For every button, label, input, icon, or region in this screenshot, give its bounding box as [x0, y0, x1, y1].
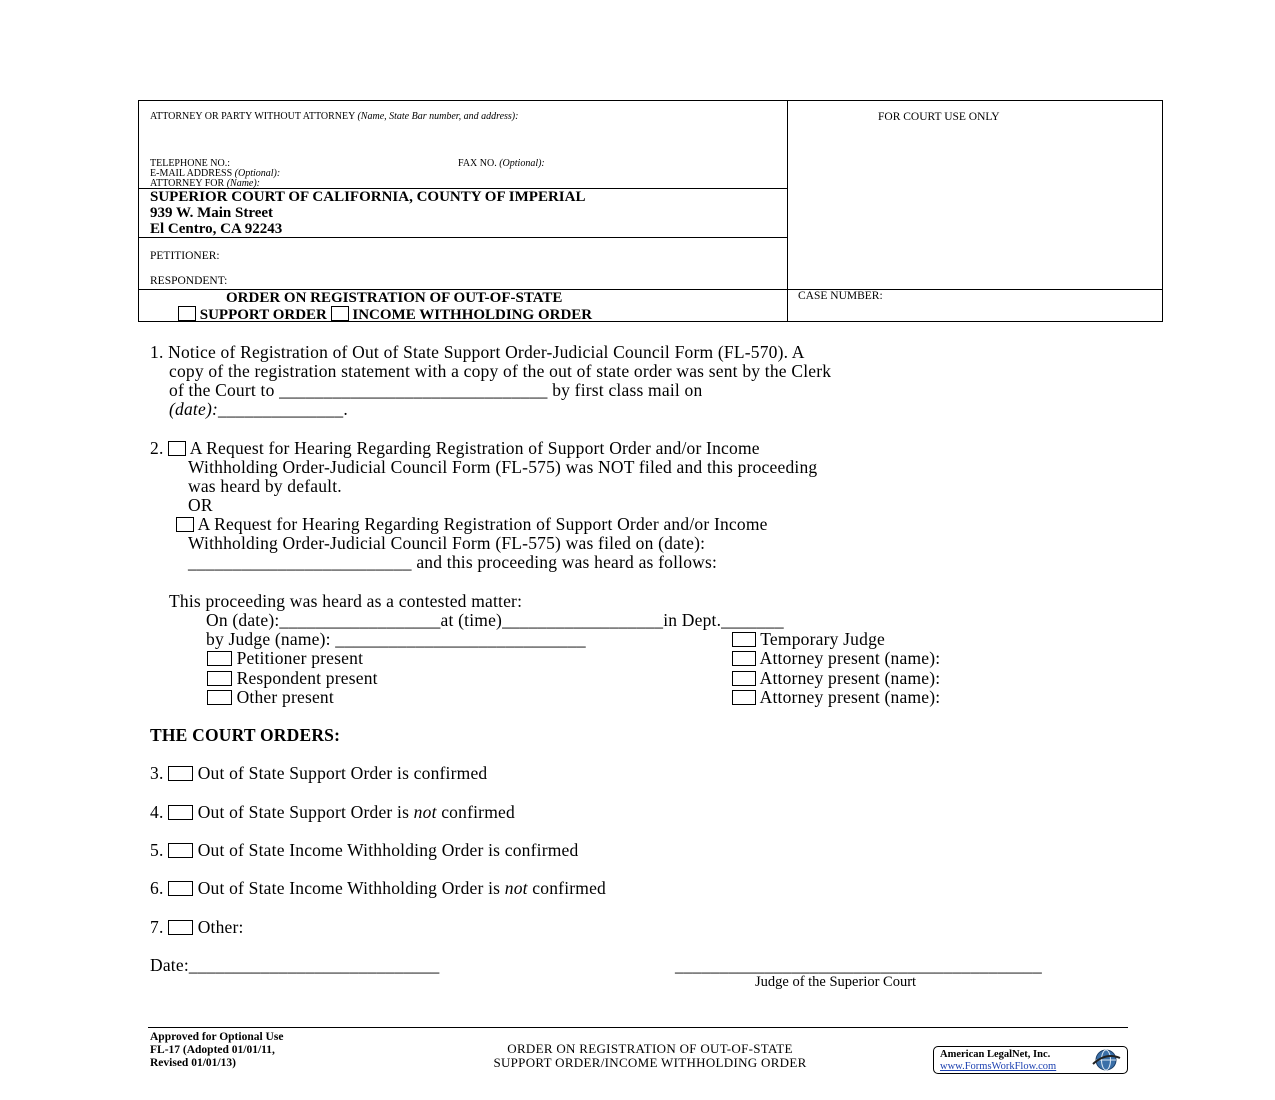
court-street: 939 W. Main Street [150, 205, 274, 221]
item2-a-line2: Withholding Order-Judicial Council Form (FL-575) was NOT filed and this proceeding [188, 457, 818, 477]
attorney-present-option-3: Attorney present (name): [732, 687, 940, 708]
court-city: El Centro, CA 92243 [150, 221, 283, 237]
court-orders-heading: THE COURT ORDERS: [150, 725, 341, 745]
attorney-for-label: ATTORNEY FOR (Name): [150, 178, 261, 189]
signature-date: Date:____________________________ [150, 955, 440, 975]
item1-date: (date):______________. [169, 399, 348, 419]
order-item-4: 4. Out of State Support Order is not confirmed [150, 802, 515, 822]
footer-rule [148, 1027, 1128, 1028]
item2-b-line3: _________________________ and this proceeding was heard as follows: [188, 552, 718, 572]
income-withholding-checkbox[interactable] [331, 306, 349, 321]
publisher-name: American LegalNet, Inc. [940, 1049, 1051, 1060]
judge-signature-line: _________________________________________ [675, 955, 1042, 975]
support-order-checkbox[interactable] [178, 306, 196, 321]
judge-name: by Judge (name): ____________________________ [206, 629, 586, 649]
hearing-request-filed-checkbox[interactable] [176, 517, 194, 532]
order-4-checkbox[interactable] [168, 805, 193, 820]
order-6-checkbox[interactable] [168, 881, 193, 896]
form-title: ORDER ON REGISTRATION OF OUT-OF-STATE [226, 290, 563, 306]
other-present-checkbox[interactable] [207, 690, 232, 705]
attorney-present-checkbox-1[interactable] [732, 651, 756, 666]
respondent-present-checkbox[interactable] [207, 671, 232, 686]
respondent-label: RESPONDENT: [150, 275, 228, 287]
attorney-present-option-2: Attorney present (name): [732, 668, 940, 689]
footer-approved: Approved for Optional Use [150, 1031, 284, 1043]
attorney-label: ATTORNEY OR PARTY WITHOUT ATTORNEY (Name, State Bar number, and address): [150, 111, 519, 122]
item2-a-line3: was heard by default. [188, 476, 342, 496]
item1-line1: 1. Notice of Registration of Out of State Support Order-Judicial Council Form (FL-570). A [150, 342, 805, 362]
order-5-checkbox[interactable] [168, 843, 193, 858]
court-use-label: FOR COURT USE ONLY [878, 111, 1000, 123]
order-3-checkbox[interactable] [168, 766, 193, 781]
court-name: SUPERIOR COURT OF CALIFORNIA, COUNTY OF IMPERIAL [150, 189, 586, 205]
fax-label: FAX NO. (Optional): [458, 158, 545, 169]
temporary-judge-option: Temporary Judge [732, 629, 885, 650]
order-item-5: 5. Out of State Income Withholding Order is confirmed [150, 840, 579, 860]
attorney-present-option-1: Attorney present (name): [732, 648, 940, 669]
item2-b: A Request for Hearing Regarding Registration of Support Order and/or Income [176, 514, 768, 535]
item2-a: 2. A Request for Hearing Regarding Registration of Support Order and/or Income [150, 438, 760, 458]
globe-icon [1089, 1048, 1123, 1072]
title-options: SUPPORT ORDER INCOME WITHHOLDING ORDER [178, 306, 592, 324]
email-label: E-MAIL ADDRESS (Optional): [150, 168, 281, 179]
footer-title-1: ORDER ON REGISTRATION OF OUT-OF-STATE [507, 1041, 793, 1056]
petitioner-present-option: Petitioner present [207, 648, 363, 669]
hearing-date-time-dept: On (date):__________________at (time)__________________in Dept._______ [206, 610, 784, 630]
no-hearing-request-checkbox[interactable] [168, 441, 186, 456]
item1-line3: of the Court to ______________________________ by first class mail on [169, 380, 703, 400]
item1-line2: copy of the registration statement with a copy of the out of state order was sent by the Clerk [169, 361, 832, 381]
order-item-7: 7. Other: [150, 917, 244, 937]
petitioner-present-checkbox[interactable] [207, 651, 232, 666]
item2-b-line2: Withholding Order-Judicial Council Form (FL-575) was filed on (date): [188, 533, 706, 553]
judge-signature-label: Judge of the Superior Court [755, 974, 917, 990]
footer-form-id: FL-17 (Adopted 01/01/11, [150, 1044, 275, 1056]
publisher-badge[interactable] [933, 1046, 1128, 1074]
footer-revised: Revised 01/01/13) [150, 1057, 236, 1069]
attorney-present-checkbox-3[interactable] [732, 690, 756, 705]
temporary-judge-checkbox[interactable] [732, 632, 756, 647]
respondent-present-option: Respondent present [207, 668, 378, 689]
order-7-checkbox[interactable] [168, 920, 193, 935]
petitioner-label: PETITIONER: [150, 250, 220, 262]
item2-or: OR [188, 495, 213, 515]
attorney-present-checkbox-2[interactable] [732, 671, 756, 686]
case-number-label: CASE NUMBER: [798, 290, 883, 302]
order-item-6: 6. Out of State Income Withholding Order is not confirmed [150, 878, 607, 898]
other-present-option: Other present [207, 687, 334, 708]
contested-heading: This proceeding was heard as a contested matter: [169, 591, 523, 611]
footer-title-2: SUPPORT ORDER/INCOME WITHHOLDING ORDER [493, 1055, 807, 1070]
telephone-label: TELEPHONE NO.: [150, 158, 230, 169]
order-item-3: 3. Out of State Support Order is confirmed [150, 763, 488, 783]
publisher-url[interactable]: www.FormsWorkFlow.com [940, 1061, 1057, 1072]
